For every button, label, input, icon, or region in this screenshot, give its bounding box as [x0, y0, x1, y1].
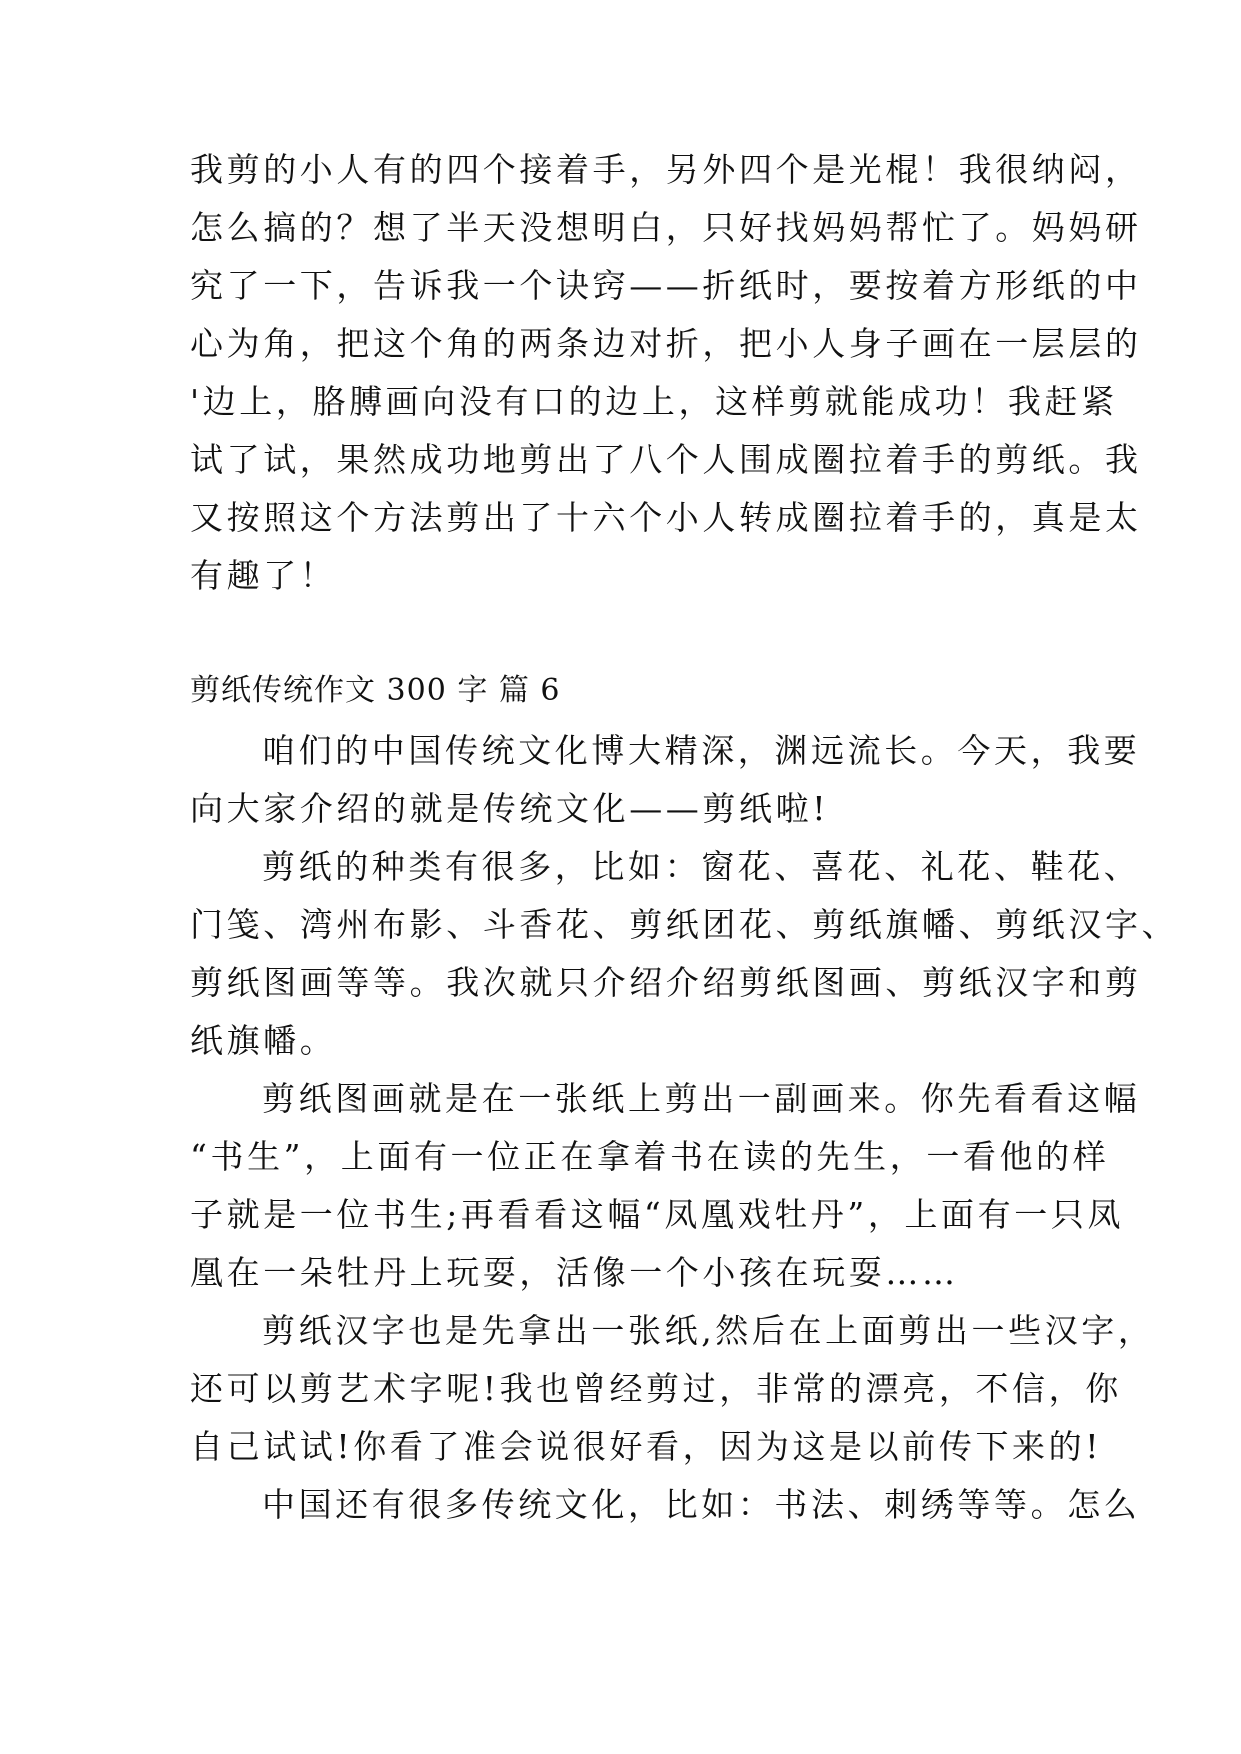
text-line: 试了试，果然成功地剪出了八个人围成圈拉着手的剪纸。我: [190, 440, 1142, 479]
text-line: 又按照这个方法剪出了十六个小人转成圈拉着手的，真是太: [190, 498, 1142, 537]
text-line: 究了一下，告诉我一个诀窍——折纸时，要按着方形纸的中: [190, 266, 1142, 305]
paragraph-line: 咱们的中国传统文化博大精深，渊远流长。今天，我要: [262, 731, 1141, 770]
text-line: 有趣了！: [190, 556, 337, 595]
paragraph-line: 门笺、湾州布影、斗香花、剪纸团花、剪纸旗幡、剪纸汉字、: [190, 905, 1179, 944]
paragraph-line: 向大家介绍的就是传统文化——剪纸啦!: [190, 789, 830, 828]
paragraph-line: 凰在一朵牡丹上玩耍，活像一个小孩在玩耍……: [190, 1253, 959, 1292]
text-line: 心为角，把这个角的两条边对折，把小人身子画在一层层的: [190, 324, 1142, 363]
paragraph-line: 还可以剪艺术字呢!我也曾经剪过，非常的漂亮，不信，你: [190, 1369, 1122, 1408]
section-heading: 剪纸传统作文 300 字 篇 6: [190, 673, 561, 708]
text-line: '边上，胳膊画向没有口的边上，这样剪就能成功！我赶紧: [190, 382, 1118, 421]
paragraph-line: “书生”，上面有一位正在拿着书在读的先生，一看他的样: [190, 1137, 1110, 1176]
paragraph-line: 剪纸汉字也是先拿出一张纸,然后在上面剪出一些汉字，: [262, 1311, 1155, 1350]
text-line: 怎么搞的？想了半天没想明白，只好找妈妈帮忙了。妈妈研: [190, 208, 1142, 247]
paragraph-line: 纸旗幡。: [190, 1021, 337, 1060]
paragraph-line: 剪纸图画等等。我次就只介绍介绍剪纸图画、剪纸汉字和剪: [190, 963, 1142, 1002]
paragraph-line: 剪纸图画就是在一张纸上剪出一副画来。你先看看这幅: [262, 1079, 1141, 1118]
paragraph-line: 自己试试!你看了准会说很好看，因为这是以前传下来的!: [190, 1427, 1103, 1466]
paragraph-line: 子就是一位书生;再看看这幅“凤凰戏牡丹”，上面有一只凤: [190, 1195, 1125, 1234]
paragraph-line: 中国还有很多传统文化，比如：书法、刺绣等等。怎么: [262, 1485, 1141, 1524]
text-line: 我剪的小人有的四个接着手，另外四个是光棍！我很纳闷，: [190, 150, 1142, 189]
paragraph-line: 剪纸的种类有很多，比如：窗花、喜花、礼花、鞋花、: [262, 847, 1141, 886]
